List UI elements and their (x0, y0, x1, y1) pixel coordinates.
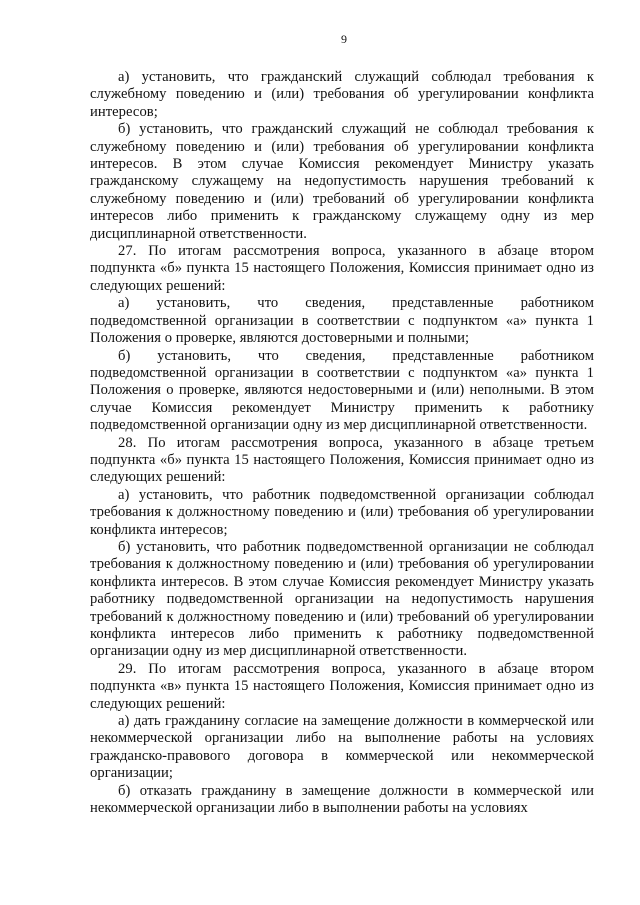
paragraph-29b: б) отказать гражданину в замещение должности в коммерческой или некоммерческой организации либо в выполнении работы на условиях (90, 782, 594, 817)
paragraph-29: 29. По итогам рассмотрения вопроса, указанного в абзаце втором подпункта «в» пункта 15 настоящего Положения, Комиссия принимает одно из следующих решений: (90, 660, 594, 712)
paragraph-27: 27. По итогам рассмотрения вопроса, указанного в абзаце втором подпункта «б» пункта 15 настоящего Положения, Комиссия принимает одно из следующих решений: (90, 243, 594, 294)
page-number: 9 (341, 32, 347, 46)
paragraph-26b: б) установить, что гражданский служащий не соблюдал требования к служебному поведению и (или) требования об урегулировании конфликта интересов. В этом случае Комиссия рекомендует Министру указать гражданскому служащему на недопустимость нарушения требований к служебному поведению и (или) требований об урегулировании конфликта интересов либо применить к гражданскому служащему одну из мер дисциплинарной ответственности. (90, 121, 594, 242)
paragraph-28a: а) установить, что работник подведомственной организации соблюдал требования к должностному поведению и (или) требования об урегулировании конфликта интересов; (90, 486, 594, 538)
paragraph-29a: а) дать гражданину согласие на замещение должности в коммерческой или некоммерческой организации либо на выполнение работы на условиях гражданско-правового договора в коммерческой или некоммерческой организации; (90, 713, 594, 782)
paragraph-26a: а) установить, что гражданский служащий соблюдал требования к служебному поведению и (или) требования об урегулировании конфликта интересов; (90, 69, 594, 120)
paragraph-27a: а) установить, что сведения, представленные работником подведомственной организации в соответствии с подпунктом «а» пункта 1 Положения о проверке, являются достоверными и полными; (90, 295, 594, 347)
paragraph-28: 28. По итогам рассмотрения вопроса, указанного в абзаце третьем подпункта «б» пункта 15 настоящего Положения, Комиссия принимает одно из следующих решений: (90, 434, 594, 486)
paragraph-28b: б) установить, что работник подведомственной организации не соблюдал требования к должностному поведению и (или) требования об урегулировании конфликта интересов. В этом случае Комиссия рекомендует Министру указать работнику подведомственной организации на недопустимость нарушения требований к должностному поведению и (или) требований об урегулировании конфликта интересов либо применить к работнику подведомственной организации одну из мер дисциплинарной ответственности. (90, 538, 594, 660)
paragraph-27b: б) установить, что сведения, представленные работником подведомственной организации в соответствии с подпунктом «а» пункта 1 Положения о проверке, являются недостоверными и (или) неполными. В этом случае Комиссия рекомендует Министру применить к работнику подведомственной организации одну из мер дисциплинарной ответственности. (90, 347, 594, 434)
